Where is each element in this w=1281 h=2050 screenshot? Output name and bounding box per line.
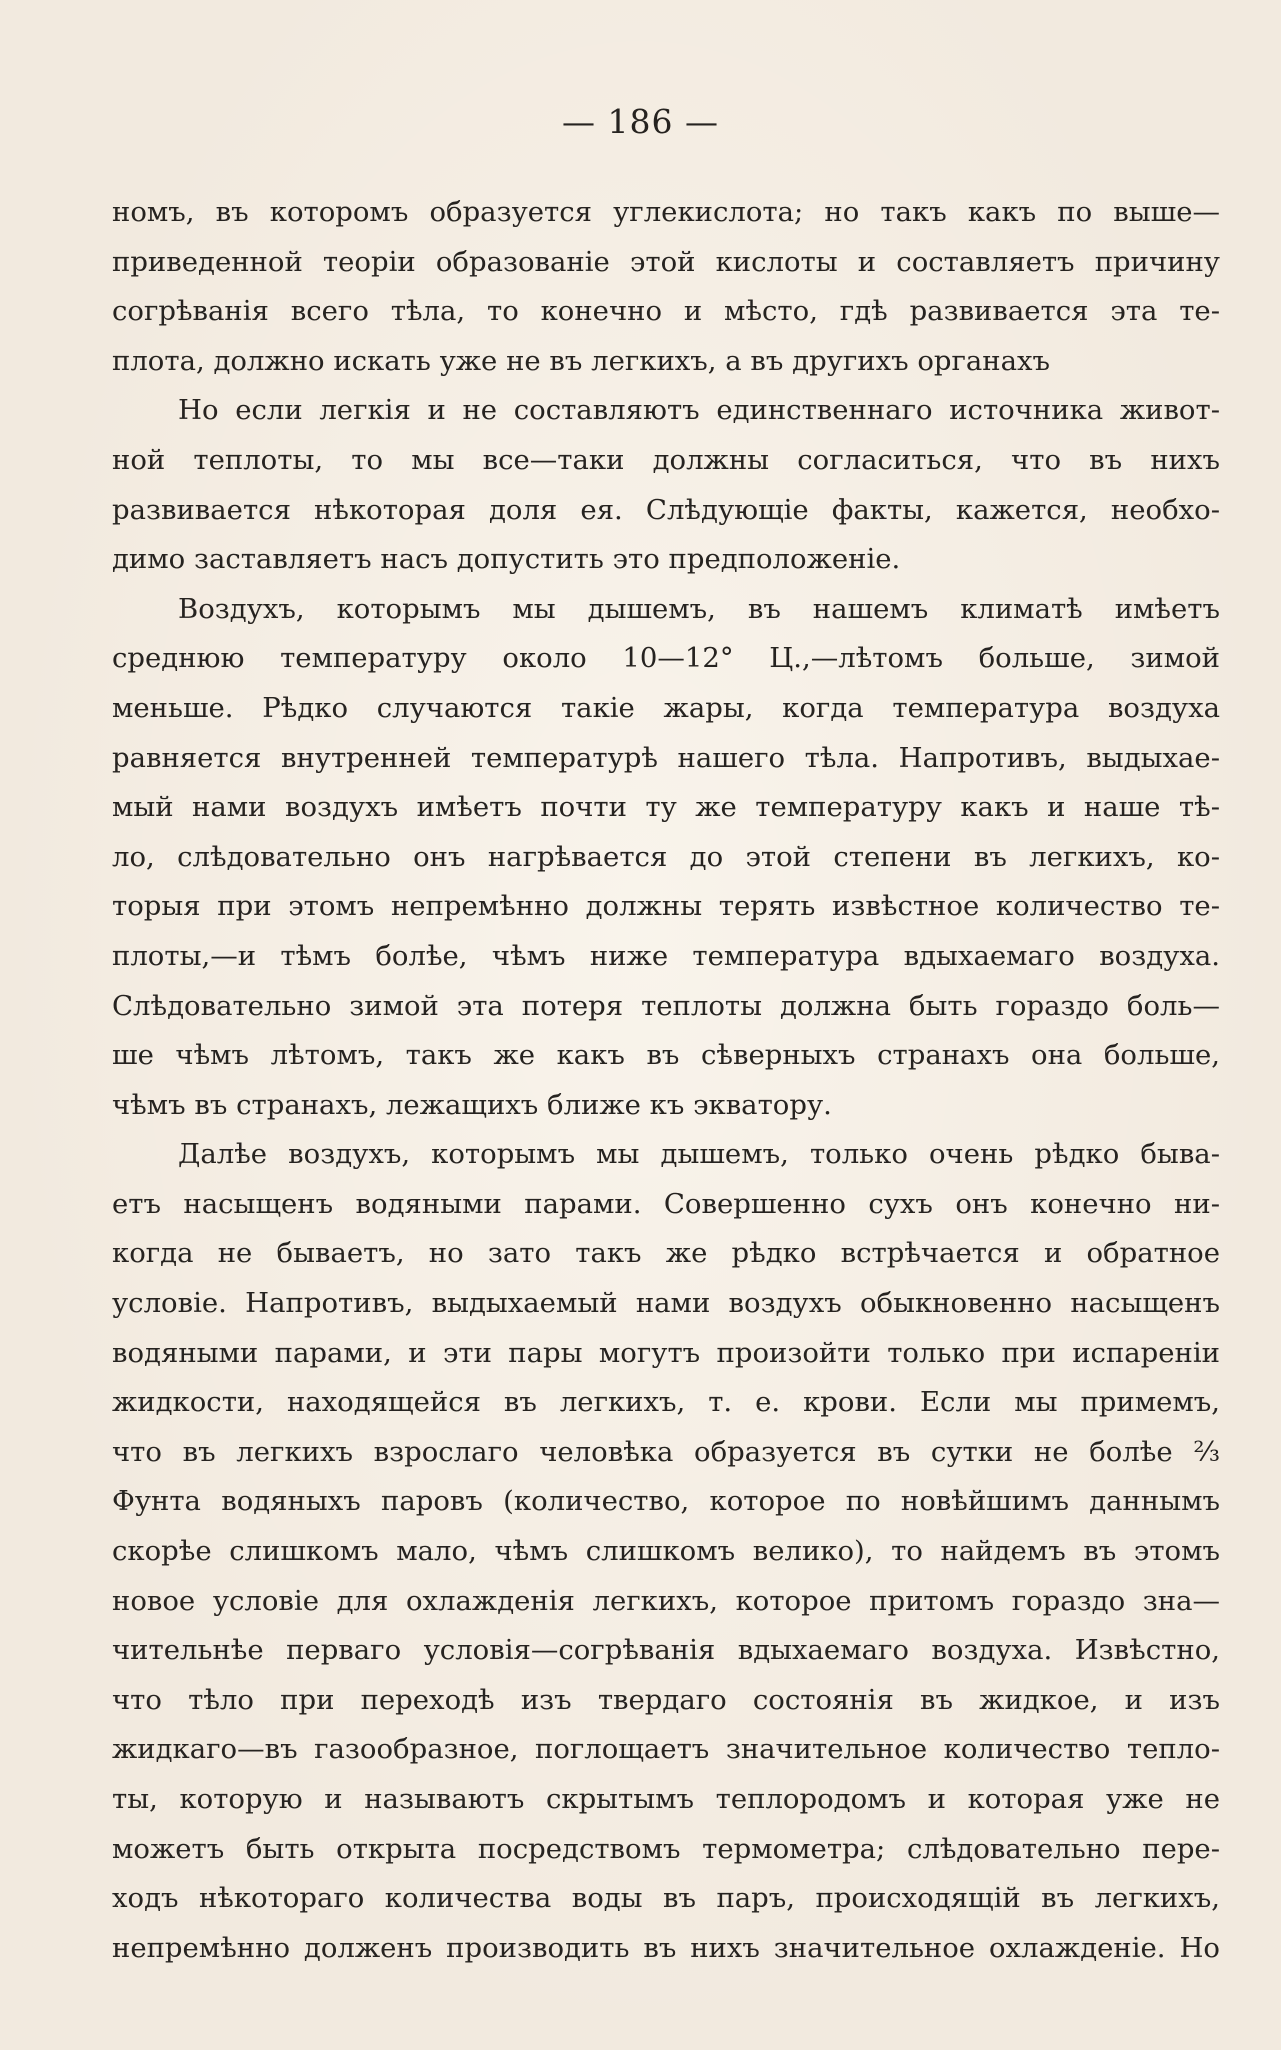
text-line: ше чѣмъ лѣтомъ, такъ же какъ въ сѣверныхъ странахъ она больше, [112,1039,1220,1072]
text-line: скорѣе слишкомъ мало, чѣмъ слишкомъ велико), то найдемъ въ этомъ [112,1535,1220,1568]
text-line: Воздухъ, которымъ мы дышемъ, въ нашемъ климатѣ имѣетъ [178,592,1220,625]
text-line: димо заставляетъ насъ допустить это предположеніе. [112,543,901,576]
text-line: Далѣе воздухъ, которымъ мы дышемъ, только очень рѣдко быва- [178,1138,1220,1171]
text-line: что въ легкихъ взрослаго человѣка образуется въ сутки не болѣе ²⁄₃ [112,1435,1220,1468]
text-line: непремѣнно долженъ производить въ нихъ значительное охлажденіе. Но [112,1931,1220,1964]
text-line: ло, слѣдовательно онъ нагрѣвается до этой степени въ легкихъ, ко- [112,840,1220,873]
text-line: жидкости, находящейся въ легкихъ, т. е. крови. Если мы примемъ, [112,1386,1220,1419]
text-line: ходъ нѣкотораго количества воды въ паръ, происходящій въ легкихъ, [112,1882,1220,1915]
text-line: когда не бываетъ, но зато такъ же рѣдко встрѣчается и обратное [112,1237,1220,1270]
text-line: согрѣванія всего тѣла, то конечно и мѣсто, гдѣ развивается эта те- [112,295,1220,328]
text-line: ты, которую и называютъ скрытымъ теплородомъ и которая уже не [112,1783,1220,1815]
text-line: новое условіе для охлажденія легкихъ, которое притомъ гораздо зна— [112,1584,1220,1617]
text-line: ной теплоты, то мы все—таки должны согласиться, что въ нихъ [112,443,1220,476]
text-line: Фунта водяныхъ паровъ (количество, которое по новѣйшимъ даннымъ [112,1485,1220,1518]
body-text [112,188,1220,1973]
page-number: — 186 — [562,102,719,141]
text-line: условіе. Напротивъ, выдыхаемый нами воздухъ обыкновенно насыщенъ [112,1287,1220,1320]
text-line: приведенной теоріи образованіе этой кислоты и составляетъ причину [112,245,1220,278]
text-line: что тѣло при переходѣ изъ твердаго состоянія въ жидкое, и изъ [112,1683,1220,1716]
text-line: мый нами воздухъ имѣетъ почти ту же температуру какъ и наше тѣ- [112,791,1220,824]
text-line: меньше. Рѣдко случаются такіе жары, когда температура воздуха [112,691,1220,724]
text-line: плота, должно искать уже не въ легкихъ, а въ другихъ органахъ [112,344,1051,377]
text-line: плоты,—и тѣмъ болѣе, чѣмъ ниже температура вдыхаемаго воздуха. [112,939,1220,972]
text-line: Но если легкія и не составляютъ единственнаго источника живот- [178,394,1220,427]
text-line: чительнѣе перваго условія—согрѣванія вдыхаемаго воздуха. Извѣстно, [112,1634,1220,1667]
text-line: водяными парами, и эти пары могутъ произойти только при испареніи [112,1336,1220,1369]
text-line: Слѣдовательно зимой эта потеря теплоты должна быть гораздо боль— [112,989,1220,1022]
text-line: среднюю температуру около 10—12° Ц.,—лѣтомъ больше, зимой [112,642,1220,675]
text-line: равняется внутренней температурѣ нашего тѣла. Напротивъ, выдыхае- [112,741,1220,774]
text-line: можетъ быть открыта посредствомъ термометра; слѣдовательно пере- [112,1832,1220,1865]
text-line: торыя при этомъ непремѣнно должны терять извѣстное количество те- [112,890,1220,923]
text-line: жидкаго—въ газообразное, поглощаетъ значительное количество тепло- [112,1733,1220,1766]
text-line: номъ, въ которомъ образуется углекислота; но такъ какъ по выше— [112,196,1220,228]
text-line: развивается нѣкоторая доля ея. Слѣдующіе факты, кажется, необхо- [112,493,1220,526]
text-line: етъ насыщенъ водяными парами. Совершенно сухъ онъ конечно ни- [112,1187,1220,1220]
text-line: чѣмъ въ странахъ, лежащихъ ближе къ экватору. [112,1088,832,1121]
